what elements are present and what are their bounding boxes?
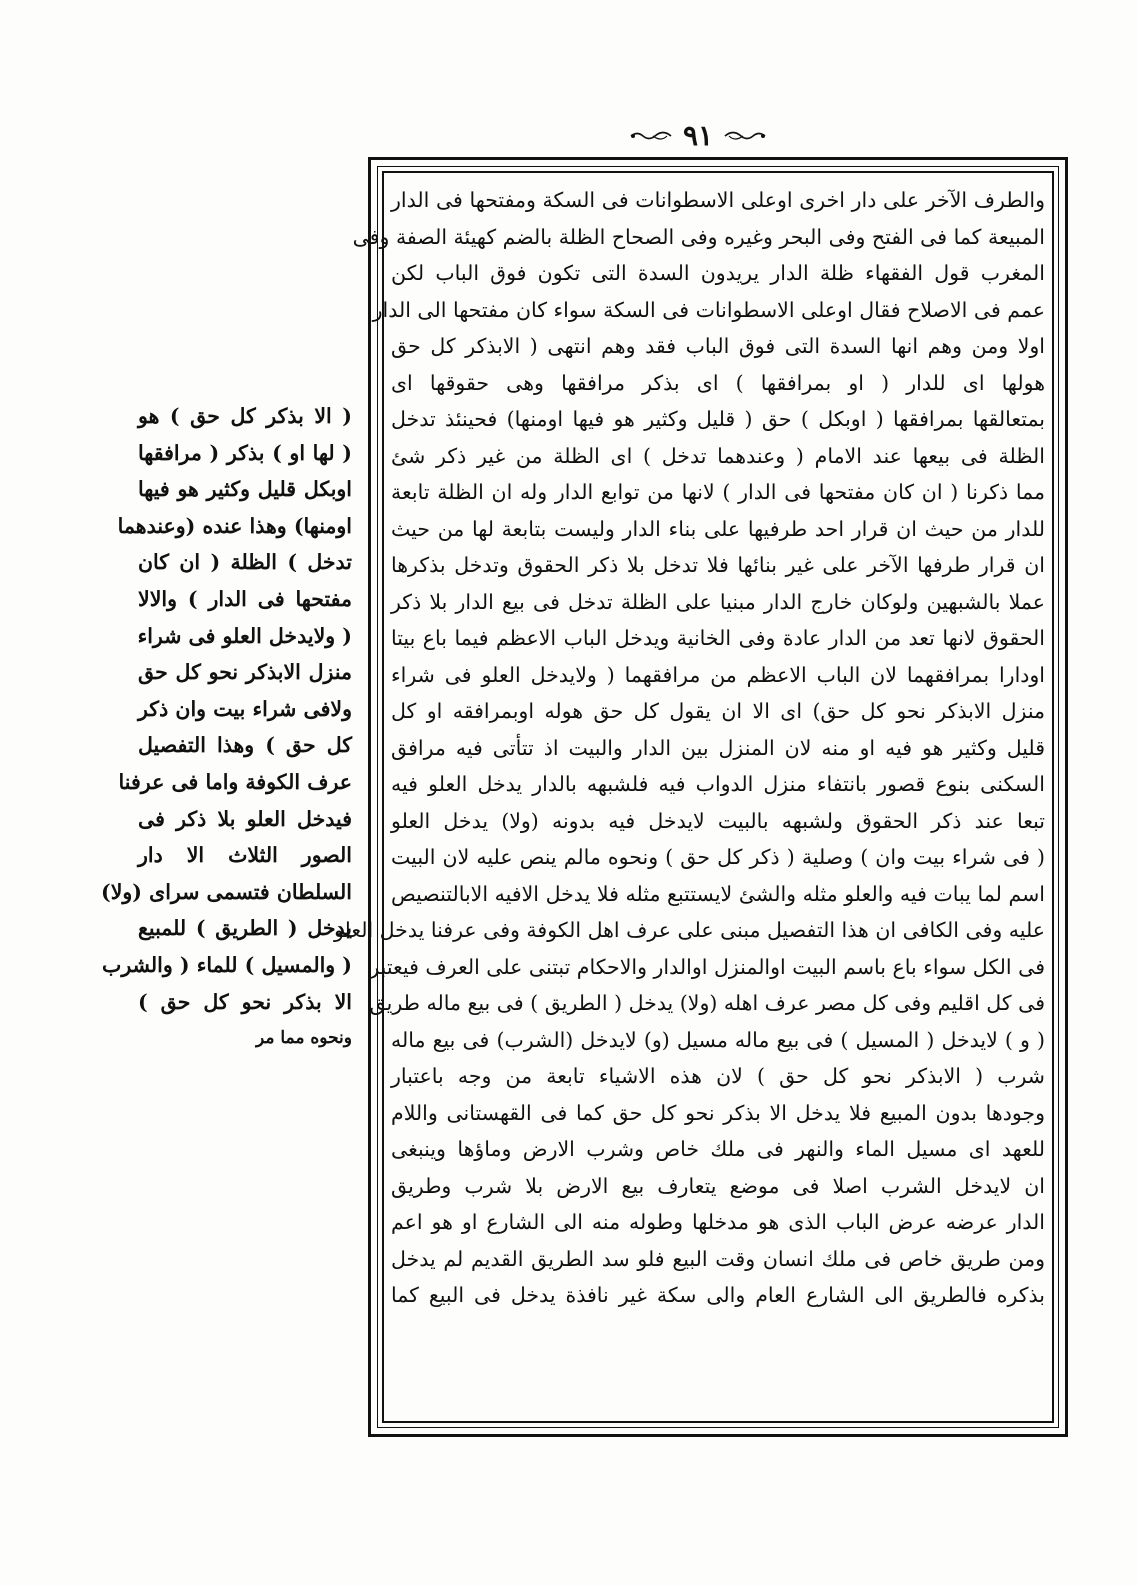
- text-line: الظلة فى بيعها عند الامام ( وعندهما تدخل ) اى الظلة من غير ذكر شئ: [391, 443, 1045, 468]
- right-ornament-icon: [629, 128, 673, 144]
- text-line: للعهد اى مسيل الماء والنهر فى ملك خاص وشرب الارض وماؤها وينبغى: [391, 1137, 1045, 1161]
- text-line: هولها اى للدار ( او بمرافقها ) اى بذكر مرافقها وهى حقوقها اى: [391, 370, 1045, 395]
- margin-line: مفتحها فى الدار ) والالا: [138, 586, 352, 611]
- text-line: منزل الابذكر نحو كل حق) اى الا ان يقول كل حق هوله اوبمرافقه او كل: [391, 699, 1045, 723]
- text-line: بذكره فالطريق الى الشارع العام والى سكة غير نافذة يدخل فى البيع كما: [391, 1283, 1045, 1307]
- text-line: فى الكل سواء باع باسم البيت اوالمنزل اوالدار والاحكام تبتنى على العرف فيعتبر: [369, 954, 1045, 979]
- text-line: مما ذكرنا ( ان كان مفتحها فى الدار ) لانها من توابع الدار وله ان الظلة تابعة: [391, 480, 1045, 504]
- margin-line: يدخل ( الطريق ) للمبيع: [138, 916, 352, 941]
- margin-line: فيدخل العلو بلا ذكر فى: [138, 806, 352, 831]
- text-line: فى كل اقليم وفى كل مصر عرف اهله (ولا) يدخل ( الطريق ) فى بيع ماله طريق: [369, 991, 1045, 1015]
- margin-line: تدخل ) الظلة ( ان كان: [138, 550, 352, 575]
- text-line: اولا ومن وهم انها السدة التى فوق الباب فقد وهم انتهى ( الابذكر كل حق: [391, 334, 1045, 358]
- margin-line: السلطان فتسمى سراى (ولا): [101, 879, 352, 904]
- text-line: الحقوق لانها تعد من الدار عادة وفى الخانية ويدخل الباب الاعظم فيما باع بيتا: [391, 626, 1045, 650]
- margin-line: الا بذكر نحو كل حق ): [138, 989, 352, 1014]
- text-line: الدار عرضه عرض الباب الذى هو مدخلها وطوله منه الى الشارع او هو اعم: [391, 1210, 1045, 1234]
- text-line: للدار من حيث ان قرار احد طرفيها على بناء الدار وليست بتابعة لها من حيث: [391, 516, 1045, 541]
- text-line: اسم لما يبات فيه والعلو مثله والشئ لايستتبع مثله فلا يدخل الافيه الابالتنصيص: [391, 881, 1045, 906]
- text-line: شرب ( الابذكر نحو كل حق ) لان هذه الاشياء تابعة من وجه باعتبار: [391, 1064, 1045, 1088]
- text-line: عمم فى الاصلاح فقال اوعلى الاسطوانات فى السكة سواء كان مفتحها الى الدار: [372, 297, 1045, 322]
- margin-line: منزل الابذكر نحو كل حق: [138, 660, 352, 685]
- margin-line: ( لها او ) بذكر ( مرافقها: [138, 440, 352, 465]
- text-line: اودارا بمرافقهما لان الباب الاعظم من مرافقهما ( ولايدخل العلو فى شراء: [391, 662, 1045, 687]
- text-line: عليه وفى الكافى ان هذا التفصيل مبنى على عرف اهل الكوفة وفى عرفنا يدخل العلو: [333, 918, 1045, 942]
- text-line: والطرف الآخر على دار اخرى اوعلى الاسطوانات فى السكة ومفتحها فى الدار: [391, 188, 1045, 212]
- text-line: عملا بالشبهين ولوكان خارج الدار مبنيا على الظلة تدخل فى بيع الدار بلا ذكر: [391, 589, 1045, 614]
- margin-notes: [101, 398, 352, 1057]
- text-line: السكنى بنوع قصور بانتفاء منزل الدواب فيه فلشبهه بالدار يدخل العلو فيه: [391, 772, 1045, 796]
- text-line: ( و ) لايدخل ( المسيل ) فى بيع ماله مسيل (و) لايدخل (الشرب) فى بيع ماله: [391, 1027, 1045, 1052]
- text-line: ان قرار طرفها الآخر على غير بنائها فلا تدخل بلا ذكر الحقوق وتدخل بذكرها: [391, 553, 1045, 577]
- left-ornament-icon: [723, 128, 767, 144]
- margin-line: ( الا بذكر كل حق ) هو: [138, 404, 352, 428]
- text-line: ومن طريق خاص فى ملك انسان وقت البيع فلو سد الطريق القديم لم يدخل: [391, 1246, 1045, 1271]
- text-line: ( فى شراء بيت وان ) وصلية ( ذكر كل حق ) ونحوه مالم ينص عليه لان البيت: [391, 845, 1045, 869]
- main-text-block: [333, 182, 1045, 1418]
- text-line: وجودها بدون المبيع فلا يدخل الا بذكر نحو كل حق كما فى القهستانى واللام: [391, 1100, 1045, 1125]
- margin-line: ونحوه مما مر: [255, 1028, 352, 1049]
- margin-line: كل حق ) وهذا التفصيل: [138, 733, 352, 758]
- text-line: ان لايدخل الشرب اصلا فى موضع يتعارف بيع الارض بلا شرب وطريق: [391, 1173, 1045, 1198]
- text-line: تبعا عند ذكر الحقوق ولشبهه بالبيت لايدخل فيه بدونه (ولا) يدخل العلو: [391, 808, 1045, 833]
- main-text-frame: [333, 157, 1068, 1437]
- text-line: بمتعالقها بمرافقها ( اوبكل ) حق ( قليل وكثير هو فيها اومنها) فحينئذ تدخل: [391, 407, 1045, 431]
- margin-line: ( والمسيل ) للماء ( والشرب: [102, 952, 352, 977]
- margin-line: ( ولايدخل العلو فى شراء: [137, 623, 352, 648]
- page-header: [618, 118, 778, 154]
- margin-line: عرف الكوفة واما فى عرفنا: [118, 769, 352, 794]
- margin-line: ولافى شراء بيت وان ذكر: [138, 696, 352, 721]
- margin-line: الصور الثلاث الا دار: [138, 843, 352, 868]
- page-number: ٩١: [682, 119, 714, 152]
- margin-line: اوبكل قليل وكثير هو فيها: [138, 477, 352, 502]
- text-line: المبيعة كما فى الفتح وفى البحر وغيره وفى الصحاح الظلة بالضم كهيئة الصفة وفى: [352, 224, 1045, 249]
- text-line: المغرب قول الفقهاء ظلة الدار يريدون السدة التى تكون فوق الباب لكن: [391, 261, 1045, 285]
- text-line: قليل وكثير هو فيه او منه لان المنزل بين الدار والبيت اذ تتأتى فيه مرافق: [391, 735, 1045, 760]
- margin-line: اومنها) وهذا عنده (وعندهما: [117, 513, 352, 538]
